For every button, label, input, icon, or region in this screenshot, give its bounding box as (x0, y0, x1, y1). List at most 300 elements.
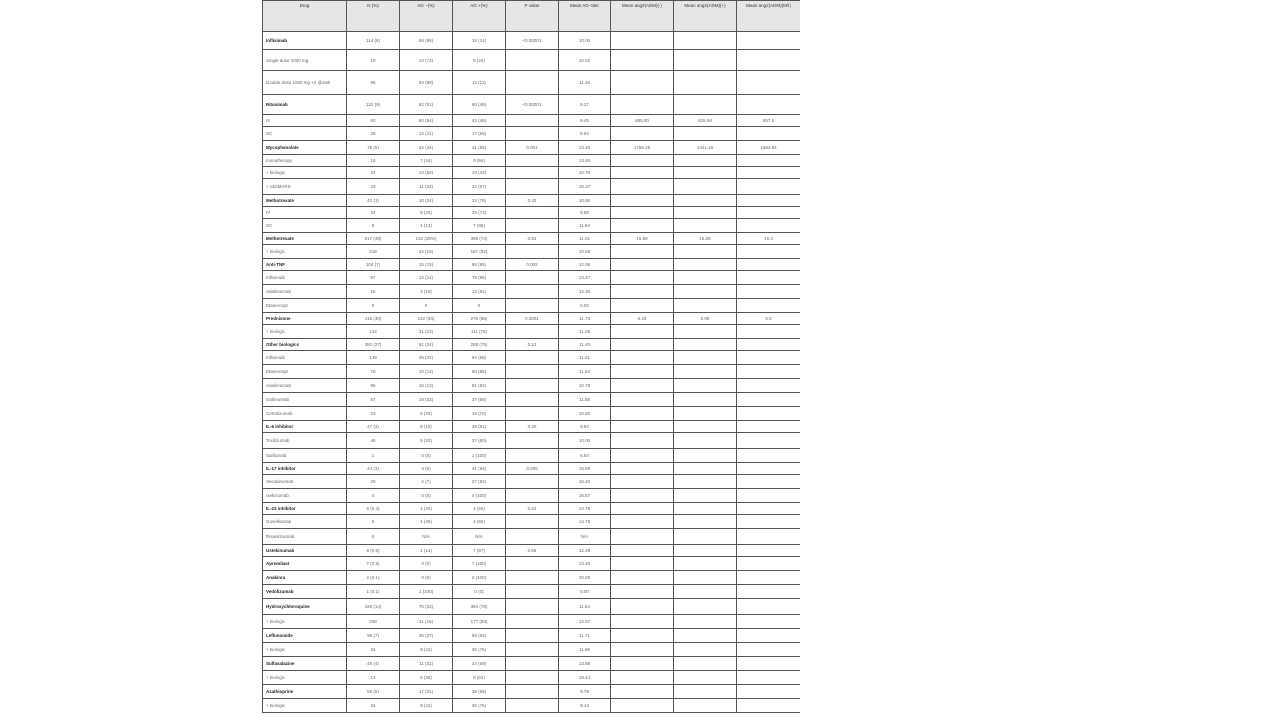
table-cell (737, 615, 801, 629)
table-cell (611, 585, 674, 599)
table-cell: 15.37 (559, 179, 611, 195)
table-cell: 15.59 (559, 463, 611, 475)
table-cell: 13.47 (559, 271, 611, 285)
table-cell: 11.86 (559, 643, 611, 657)
table-cell: 5 (0.4) (347, 503, 400, 515)
table-cell (674, 71, 737, 95)
table-cell: 29 (347, 475, 400, 489)
table-cell: 142 (34) (400, 313, 453, 325)
table-cell: 11.71 (559, 629, 611, 643)
drug-category-row (263, 599, 801, 615)
table-cell: Adalimumab (263, 379, 347, 393)
table-cell (674, 299, 737, 313)
table-cell: 0.69 (506, 545, 559, 557)
table-cell: 11.40 (559, 339, 611, 351)
table-cell: 0.84 (506, 233, 559, 245)
table-cell: 41 (16) (400, 615, 453, 629)
table-cell: Anti-TNF (263, 259, 347, 271)
table-cell (674, 195, 737, 207)
table-cell: 70 (347, 365, 400, 379)
table-cell: 29 (347, 127, 400, 141)
table-cell: 12.87 (559, 615, 611, 629)
table-cell (506, 379, 559, 393)
table-cell (506, 475, 559, 489)
table-cell: 10 (14) (400, 365, 453, 379)
table-cell: 10 (42) (453, 167, 506, 179)
table-cell (674, 503, 737, 515)
table-cell: Leflunomide (263, 629, 347, 643)
table-cell (611, 167, 674, 179)
drug-category-row (263, 313, 801, 325)
table-cell: 0 (0) (400, 557, 453, 571)
table-cell: 0 (0) (400, 571, 453, 585)
table-cell: 33 (347, 179, 400, 195)
table-cell (737, 433, 801, 449)
table-cell (737, 515, 801, 529)
drug-subgroup-row (263, 475, 801, 489)
drug-subgroup-row (263, 489, 801, 503)
table-cell (611, 271, 674, 285)
table-cell: 19.44 (559, 671, 611, 685)
table-cell (737, 671, 801, 685)
table-cell: 17 (31) (400, 685, 453, 699)
table-cell (674, 433, 737, 449)
table-cell (506, 685, 559, 699)
table-cell: <0.00001 (506, 95, 559, 115)
table-cell: 23 (347, 407, 400, 421)
table-cell: 38 (81) (453, 421, 506, 433)
table-cell (611, 365, 674, 379)
drug-subgroup-row (263, 179, 801, 195)
table-cell: 34 (347, 643, 400, 657)
table-cell: 15 (15) (400, 259, 453, 271)
table-cell: 13.60 (559, 155, 611, 167)
table-cell: 0 (400, 299, 453, 313)
drug-category-row (263, 95, 801, 115)
table-cell: 0.12 (506, 339, 559, 351)
drug-subgroup-row (263, 115, 801, 127)
table-cell: Vedolizumab (263, 585, 347, 599)
table-cell: 0.62 (506, 503, 559, 515)
table-cell: IV (263, 115, 347, 127)
drug-category-row (263, 557, 801, 571)
table-cell (737, 32, 801, 50)
table-cell: 0.001 (506, 141, 559, 155)
table-cell: 0 (0) (453, 585, 506, 599)
table-cell: 6.84 (559, 449, 611, 463)
table-cell: 59 (64) (453, 629, 506, 643)
table-cell: 885.00 (611, 115, 674, 127)
table-cell (737, 629, 801, 643)
table-cell (506, 245, 559, 259)
table-cell: 12.48 (559, 545, 611, 557)
table-cell: 5.8 (737, 313, 801, 325)
table-cell: Azathioprine (263, 685, 347, 699)
table-cell (737, 449, 801, 463)
table-cell (611, 299, 674, 313)
table-cell (506, 179, 559, 195)
table-cell: 1441.46 (674, 141, 737, 155)
drug-subgroup-row (263, 365, 801, 379)
table-cell: 8.84 (559, 127, 611, 141)
table-cell (674, 167, 737, 179)
table-cell (506, 351, 559, 365)
table-cell (737, 245, 801, 259)
table-cell: SC (263, 219, 347, 233)
table-cell (737, 207, 801, 219)
table-cell (674, 671, 737, 685)
table-cell (611, 657, 674, 671)
table-cell (611, 529, 674, 545)
table-cell: 24 (347, 167, 400, 179)
table-cell (737, 529, 801, 545)
table-cell (506, 449, 559, 463)
table-cell (611, 71, 674, 95)
table-cell (506, 629, 559, 643)
table-cell: 10.00 (559, 32, 611, 50)
table-cell: 87 (347, 271, 400, 285)
table-cell: 12.30 (559, 285, 611, 299)
table-cell (737, 699, 801, 713)
table-cell: 16 (76) (453, 407, 506, 421)
table-cell: 11.16 (559, 71, 611, 95)
table-cell: 382 (27) (347, 339, 400, 351)
table-cell: Mycophenolate (263, 141, 347, 155)
drug-subgroup-row (263, 393, 801, 407)
table-cell: 11.73 (559, 313, 611, 325)
table-cell (737, 557, 801, 571)
table-cell: SC (263, 127, 347, 141)
table-cell (506, 585, 559, 599)
table-cell (674, 657, 737, 671)
table-cell: IL-23 inhibitor (263, 503, 347, 515)
table-cell: 95 (7) (347, 629, 400, 643)
table-cell (611, 557, 674, 571)
table-cell: 0 (0) (400, 449, 453, 463)
table-cell (674, 50, 737, 71)
table-cell: 60 (86) (453, 365, 506, 379)
table-cell (611, 615, 674, 629)
table-cell: 42 (44) (400, 141, 453, 155)
table-cell (737, 685, 801, 699)
table-cell (611, 207, 674, 219)
column-header: P value (506, 1, 559, 32)
table-cell: 857.5 (737, 115, 801, 127)
table-cell: 11.54 (559, 365, 611, 379)
table-cell (611, 421, 674, 433)
table-cell: 13.40 (559, 141, 611, 155)
table-cell: 385 (74) (453, 233, 506, 245)
table-cell (611, 95, 674, 115)
table-cell: 75 (86) (453, 271, 506, 285)
table-cell (674, 95, 737, 115)
table-cell: 37 (80) (453, 433, 506, 449)
table-cell (611, 463, 674, 475)
table-cell (737, 489, 801, 503)
table-cell (674, 529, 737, 545)
table-cell: N/A (559, 529, 611, 545)
table-cell: 10.80 (559, 407, 611, 421)
table-cell: 16.4 (737, 233, 801, 245)
table-cell (674, 449, 737, 463)
table-cell: 45 (4) (347, 657, 400, 671)
table-cell (737, 585, 801, 599)
table-cell: 11 (33) (400, 179, 453, 195)
table-cell: + biologic (263, 167, 347, 179)
table-cell (674, 393, 737, 407)
table-cell: 13 (81) (453, 285, 506, 299)
table-cell: 27 (93) (453, 475, 506, 489)
drug-subgroup-row (263, 245, 801, 259)
drug-subgroup-row (263, 299, 801, 313)
table-cell: 10.02 (559, 50, 611, 71)
table-cell: 41 (94) (453, 463, 506, 475)
table-cell: 8 (62) (453, 671, 506, 685)
table-cell: 14.75 (559, 515, 611, 529)
table-cell (737, 599, 801, 615)
drug-category-row (263, 657, 801, 671)
table-cell: + biologic (263, 643, 347, 657)
table-cell (674, 155, 737, 167)
table-cell: 5 (29) (400, 407, 453, 421)
table-cell (674, 207, 737, 219)
table-cell (674, 259, 737, 271)
table-cell (611, 629, 674, 643)
column-header: AG −(%) (400, 1, 453, 32)
table-cell: 93 (347, 115, 400, 127)
table-cell (611, 285, 674, 299)
drug-subgroup-row (263, 285, 801, 299)
table-cell: Methotrexate (263, 233, 347, 245)
table-cell (506, 433, 559, 449)
table-cell: 20.00 (559, 571, 611, 585)
table-cell: 45 (32) (400, 351, 453, 365)
table-cell (674, 515, 737, 529)
table-cell (674, 421, 737, 433)
table-cell (674, 219, 737, 233)
table-cell: 9.27 (559, 95, 611, 115)
drug-category-row (263, 233, 801, 245)
table-cell: 8 (0.6) (347, 545, 400, 557)
table-cell: 31 (22) (400, 325, 453, 339)
drug-category-row (263, 545, 801, 557)
table-cell: 0 (347, 299, 400, 313)
table-cell (674, 571, 737, 585)
table-cell: IL-6 inhibitor (263, 421, 347, 433)
drug-category-row (263, 339, 801, 351)
table-cell: N/A (400, 529, 453, 545)
table-cell (737, 219, 801, 233)
table-cell: 13.88 (559, 657, 611, 671)
drug-category-row (263, 571, 801, 585)
table-cell: Adalimumab (263, 285, 347, 299)
table-cell: 10.69 (559, 245, 611, 259)
table-cell: 3 (6) (400, 463, 453, 475)
table-cell: Risankizumab (263, 529, 347, 545)
table-cell: 111 (78) (453, 325, 506, 339)
table-cell: 22 (67) (453, 179, 506, 195)
table-cell: 35 (37) (400, 629, 453, 643)
table-cell (737, 393, 801, 407)
table-cell: 32 (76) (453, 195, 506, 207)
table-cell: 1 (347, 449, 400, 463)
table-cell (611, 351, 674, 365)
table-cell: 10.70 (559, 167, 611, 179)
column-header: Mean ang2(ADM)(M/I) (737, 1, 801, 32)
table-cell: IL-17 inhibitor (263, 463, 347, 475)
table-cell (611, 475, 674, 489)
table-cell (611, 245, 674, 259)
table-cell: Infliximab (263, 32, 347, 50)
table-cell (674, 32, 737, 50)
table-cell: 8 (24) (400, 699, 453, 713)
table-cell: 0.20 (506, 421, 559, 433)
table-cell: 3 (19) (400, 285, 453, 299)
table-cell (611, 407, 674, 421)
table-cell (506, 515, 559, 529)
table-cell: 84 (88) (400, 71, 453, 95)
table-cell: 122 (9) (347, 95, 400, 115)
table-cell: 15.40 (559, 475, 611, 489)
table-cell: 15 (13) (400, 379, 453, 393)
table-cell: 26 (76) (453, 643, 506, 657)
table-cell (506, 529, 559, 545)
table-cell (737, 179, 801, 195)
table-cell (737, 351, 801, 365)
column-header: AG +(%) (453, 1, 506, 32)
drug-subgroup-row (263, 155, 801, 167)
table-cell: 5.59 (674, 313, 737, 325)
table-cell: 7 (88) (453, 219, 506, 233)
table-cell (506, 285, 559, 299)
table-cell (611, 489, 674, 503)
drug-subgroup-row (263, 351, 801, 365)
table-cell (674, 271, 737, 285)
table-cell: 46 (347, 433, 400, 449)
table-cell (506, 393, 559, 407)
table-cell (611, 643, 674, 657)
table-cell (737, 407, 801, 421)
table-cell (674, 557, 737, 571)
table-cell: 10.78 (559, 379, 611, 393)
table-cell: 34 (347, 699, 400, 713)
drug-subgroup-row (263, 407, 801, 421)
drug-subgroup-row (263, 325, 801, 339)
table-cell: 62 (51) (400, 95, 453, 115)
table-cell (506, 489, 559, 503)
table-cell: 219 (347, 245, 400, 259)
table-cell: 60 (49) (453, 95, 506, 115)
table-cell: + biologic (263, 699, 347, 713)
drug-subgroup-row (263, 643, 801, 657)
table-cell (506, 365, 559, 379)
table-cell (506, 155, 559, 167)
table-cell (506, 615, 559, 629)
table-cell: 16.88 (611, 233, 674, 245)
table-cell: 10 (24) (400, 195, 453, 207)
table-cell (674, 599, 737, 615)
table-cell: 44 (3) (347, 463, 400, 475)
table-cell: Ustekinumab (263, 545, 347, 557)
table-cell (611, 379, 674, 393)
table-cell (611, 699, 674, 713)
table-cell: 0.00 (559, 299, 611, 313)
table-cell: 7 (44) (400, 155, 453, 167)
column-header: Drug (263, 1, 347, 32)
table-cell: + csDMARD (263, 179, 347, 195)
table-cell (506, 407, 559, 421)
table-cell: 2 (0.1) (347, 571, 400, 585)
table-cell: 14.75 (559, 503, 611, 515)
table-cell: 7 (0.5) (347, 557, 400, 571)
table-cell (506, 671, 559, 685)
table-cell (506, 643, 559, 657)
table-cell (611, 155, 674, 167)
table-cell: 7 (100) (453, 557, 506, 571)
table-cell: 7 (87) (453, 545, 506, 557)
drug-subgroup-row (263, 433, 801, 449)
table-cell: Double dose 1000 mg ×2 @2wk (263, 71, 347, 95)
table-cell: 14 (58) (400, 167, 453, 179)
table-cell: 517 (48) (347, 233, 400, 245)
table-cell (674, 489, 737, 503)
table-cell: 1 (40) (400, 503, 453, 515)
table-cell: 11.61 (559, 351, 611, 365)
table-cell (674, 699, 737, 713)
table-cell: 4 (60) (453, 503, 506, 515)
table-cell (737, 545, 801, 557)
table-cell: 8 (347, 219, 400, 233)
table-cell: 50 (54) (400, 115, 453, 127)
drug-subgroup-row (263, 699, 801, 713)
table-cell: 14 (74) (400, 50, 453, 71)
table-cell: Hydroxychloroquine (263, 599, 347, 615)
table-cell (506, 299, 559, 313)
table-cell: 9.14 (559, 699, 611, 713)
table-cell (506, 50, 559, 71)
table-cell: 1 (0.1) (347, 585, 400, 599)
table-cell (737, 155, 801, 167)
table-cell (737, 475, 801, 489)
table-cell: 2 (7) (400, 475, 453, 489)
table-cell (674, 463, 737, 475)
table-cell (611, 503, 674, 515)
table-cell: 76 (22) (400, 599, 453, 615)
table-cell: Rituximab (263, 95, 347, 115)
table-cell: Golimumab (263, 393, 347, 407)
table-cell (737, 95, 801, 115)
table-cell: 4 (60) (453, 515, 506, 529)
table-cell: 38 (69) (453, 685, 506, 699)
table-cell: 132 (25%) (400, 233, 453, 245)
drug-category-row (263, 259, 801, 271)
drug-subgroup-row (263, 167, 801, 179)
drug-subgroup-row (263, 127, 801, 141)
table-cell (506, 115, 559, 127)
table-cell: 0 (0) (400, 489, 453, 503)
table-cell (737, 421, 801, 433)
table-cell: 81 (83) (453, 379, 506, 393)
table-cell (506, 325, 559, 339)
drug-subgroup-row (263, 379, 801, 393)
table-cell: 8 (24) (400, 643, 453, 657)
table-cell: 55 (5) (347, 685, 400, 699)
table-cell: 11 (31) (400, 657, 453, 671)
table-cell: 0.005 (506, 463, 559, 475)
table-cell: 0 (347, 529, 400, 545)
table-cell: 4 (347, 489, 400, 503)
table-cell: Guselkumab (263, 515, 347, 529)
